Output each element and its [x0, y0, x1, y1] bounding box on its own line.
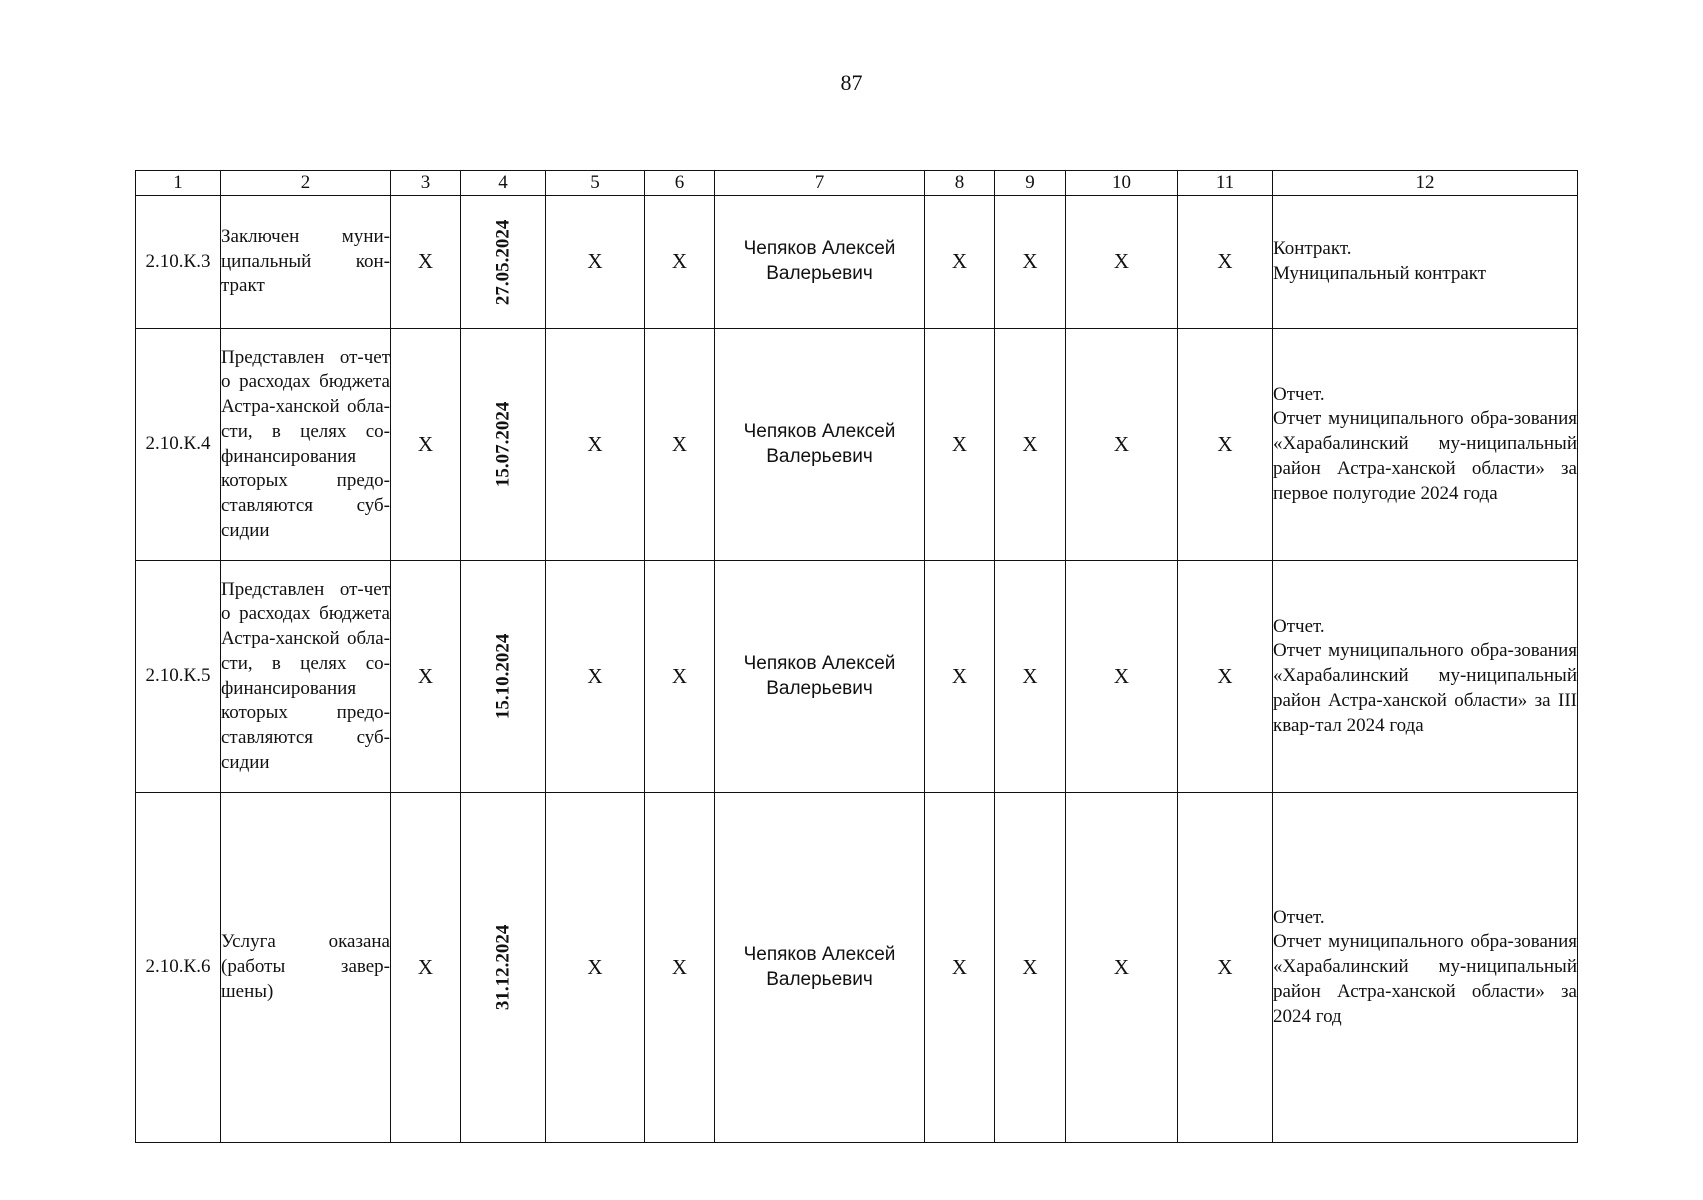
cell-mark: X: [546, 561, 645, 793]
cell-mark: X: [1066, 793, 1178, 1143]
cell-mark: X: [995, 329, 1066, 561]
document-type: Контракт.: [1273, 238, 1352, 260]
cell-mark: X: [995, 561, 1066, 793]
date-cell: [461, 329, 546, 561]
cell-mark: X: [995, 793, 1066, 1143]
document-name: Отчет муниципального обра-зования «Харабалинский му-ниципальный район Астра-ханской области» за III квар-тал 2024 года: [1273, 640, 1577, 736]
date-cell: [461, 561, 546, 793]
table-row: [136, 196, 1578, 329]
deadline-date: 15.07.2024: [492, 401, 514, 488]
cell-mark: X: [546, 329, 645, 561]
cell-mark: X: [645, 329, 715, 561]
control-point-result: Заключен муни-ципальный кон-тракт: [221, 196, 391, 329]
column-number: 8: [925, 171, 995, 196]
responsible-person: Чепяков Алексей Валерьевич: [715, 793, 925, 1143]
cell-mark: X: [1178, 793, 1273, 1143]
deadline-date: 31.12.2024: [492, 924, 514, 1011]
control-point-code: 2.10.К.4: [136, 329, 221, 561]
column-number: 2: [221, 171, 391, 196]
cell-mark: X: [546, 793, 645, 1143]
control-point-result: Услуга оказана (работы завер-шены): [221, 793, 391, 1143]
deadline-date: 27.05.2024: [492, 219, 514, 305]
cell-mark: X: [391, 196, 461, 329]
document-name: Муниципальный контракт: [1273, 263, 1487, 284]
control-point-code: 2.10.К.3: [136, 196, 221, 329]
column-number-row: [136, 171, 1578, 196]
confirming-document: [1273, 329, 1578, 561]
control-point-result: Представлен от-чет о расходах бюджета Астра-ханской обла-сти, в целях со-финансирования которых предо-ставляются суб-сидии: [221, 561, 391, 793]
control-point-result: Представлен от-чет о расходах бюджета Астра-ханской обла-сти, в целях со-финансирования которых предо-ставляются суб-сидии: [221, 329, 391, 561]
document-type: Отчет.: [1273, 906, 1325, 928]
cell-mark: X: [925, 329, 995, 561]
cell-mark: X: [1178, 329, 1273, 561]
date-cell: [461, 196, 546, 329]
deadline-date: 15.10.2024: [492, 633, 514, 720]
cell-mark: X: [645, 793, 715, 1143]
responsible-person: Чепяков Алексей Валерьевич: [715, 329, 925, 561]
cell-mark: X: [1178, 561, 1273, 793]
table-row: [136, 561, 1578, 793]
cell-mark: X: [391, 561, 461, 793]
column-number: 6: [645, 171, 715, 196]
control-point-code: 2.10.К.5: [136, 561, 221, 793]
cell-mark: X: [1178, 196, 1273, 329]
cell-mark: X: [645, 561, 715, 793]
document-type: Отчет.: [1273, 383, 1325, 405]
column-number: 11: [1178, 171, 1273, 196]
cell-mark: X: [1066, 329, 1178, 561]
column-number: 10: [1066, 171, 1178, 196]
confirming-document: [1273, 793, 1578, 1143]
column-number: 4: [461, 171, 546, 196]
document-name: Отчет муниципального обра-зования «Харабалинский му-ниципальный район Астра-ханской области» за первое полугодие 2024 года: [1273, 408, 1577, 504]
column-number: 1: [136, 171, 221, 196]
table-row: [136, 329, 1578, 561]
control-point-code: 2.10.К.6: [136, 793, 221, 1143]
responsible-person: Чепяков Алексей Валерьевич: [715, 561, 925, 793]
date-cell: [461, 793, 546, 1143]
column-number: 3: [391, 171, 461, 196]
cell-mark: X: [925, 561, 995, 793]
cell-mark: X: [995, 196, 1066, 329]
column-number: 5: [546, 171, 645, 196]
cell-mark: X: [391, 793, 461, 1143]
control-points-table: [135, 170, 1578, 1143]
confirming-document: [1273, 561, 1578, 793]
cell-mark: X: [1066, 196, 1178, 329]
column-number: 9: [995, 171, 1066, 196]
table-row: [136, 793, 1578, 1143]
column-number: 12: [1273, 171, 1578, 196]
column-number: 7: [715, 171, 925, 196]
responsible-person: Чепяков Алексей Валерьевич: [715, 196, 925, 329]
cell-mark: X: [391, 329, 461, 561]
cell-mark: X: [546, 196, 645, 329]
cell-mark: X: [925, 196, 995, 329]
cell-mark: X: [925, 793, 995, 1143]
document-type: Отчет.: [1273, 615, 1325, 637]
cell-mark: X: [1066, 561, 1178, 793]
document-name: Отчет муниципального обра-зования «Харабалинский му-ниципальный район Астра-ханской области» за 2024 год: [1273, 931, 1577, 1027]
cell-mark: X: [645, 196, 715, 329]
confirming-document: [1273, 196, 1578, 329]
page-number: 87: [840, 70, 863, 95]
